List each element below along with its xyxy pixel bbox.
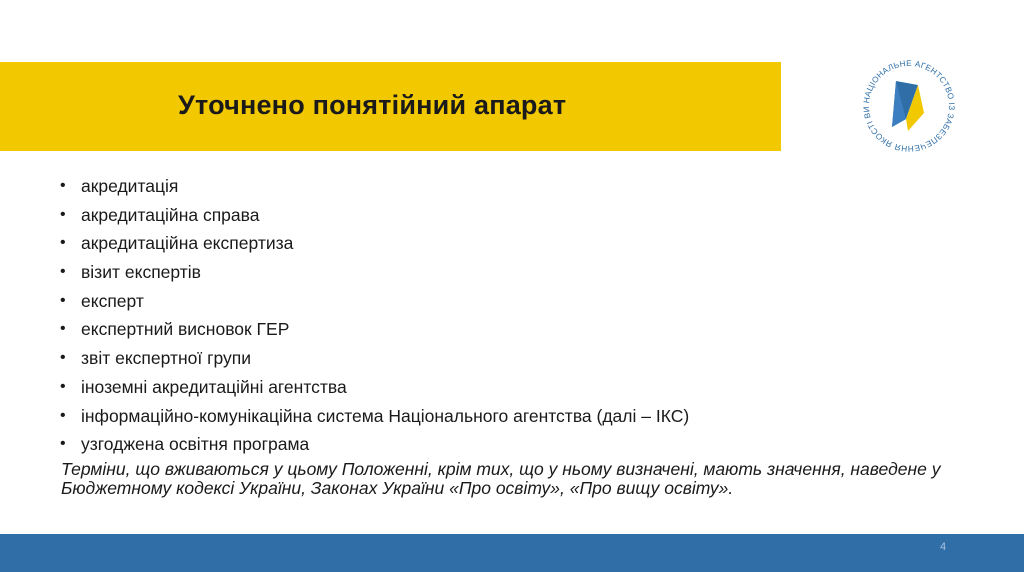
bullet-icon: • — [60, 205, 66, 223]
list-item — [60, 287, 689, 316]
page-number: 4 — [939, 541, 947, 553]
bullet-icon: • — [60, 177, 66, 194]
terms-list — [60, 172, 689, 459]
list-item — [60, 201, 689, 230]
term-text: акредитація — [81, 176, 179, 196]
list-item — [60, 373, 689, 402]
logo-circular-text: НАЦІОНАЛЬНЕ АГЕНТСТВО ІЗ ЗАБЕЗПЕЧЕННЯ ЯКОСТІ ВИ — [861, 58, 957, 154]
list-item — [60, 430, 689, 459]
bullet-icon: • — [60, 234, 66, 252]
list-item — [60, 315, 689, 344]
term-text: інформаційно-комунікаційна система Національного агентства (далі – ІКС) — [81, 405, 690, 426]
list-item — [60, 229, 689, 258]
term-text: експертний висновок ГЕР — [81, 319, 290, 340]
term-text: візит експертів — [81, 262, 201, 283]
bullet-icon: • — [60, 377, 66, 395]
bullet-icon: • — [60, 349, 66, 367]
term-text: акредитаційна справа — [81, 204, 260, 225]
list-item — [60, 258, 689, 287]
bullet-icon: • — [60, 291, 66, 309]
list-item — [60, 172, 689, 201]
term-text: акредитаційна експертиза — [81, 233, 294, 254]
bullet-icon: • — [60, 263, 66, 281]
agency-logo-icon — [858, 55, 960, 157]
footer-bar — [0, 534, 1024, 572]
definitions-note: Терміни, що вживаються у цьому Положенні, крім тих, що у ньому визначені, мають значення, наведене у Бюджетному кодексі України, Законах України «Про освіту», «Про вищу освіту». — [61, 459, 941, 498]
bullet-icon: • — [60, 320, 66, 338]
term-text: узгоджена освітня програма — [81, 434, 310, 455]
list-item — [60, 344, 689, 373]
slide-title: Уточнено понятійний апарат — [178, 90, 567, 120]
list-item — [60, 402, 689, 431]
term-text: експерт — [81, 290, 144, 311]
term-text: іноземні акредитаційні агентства — [81, 376, 347, 397]
bullet-icon: • — [60, 406, 66, 424]
term-text: звіт експертної групи — [81, 348, 252, 369]
bullet-icon: • — [60, 435, 66, 453]
